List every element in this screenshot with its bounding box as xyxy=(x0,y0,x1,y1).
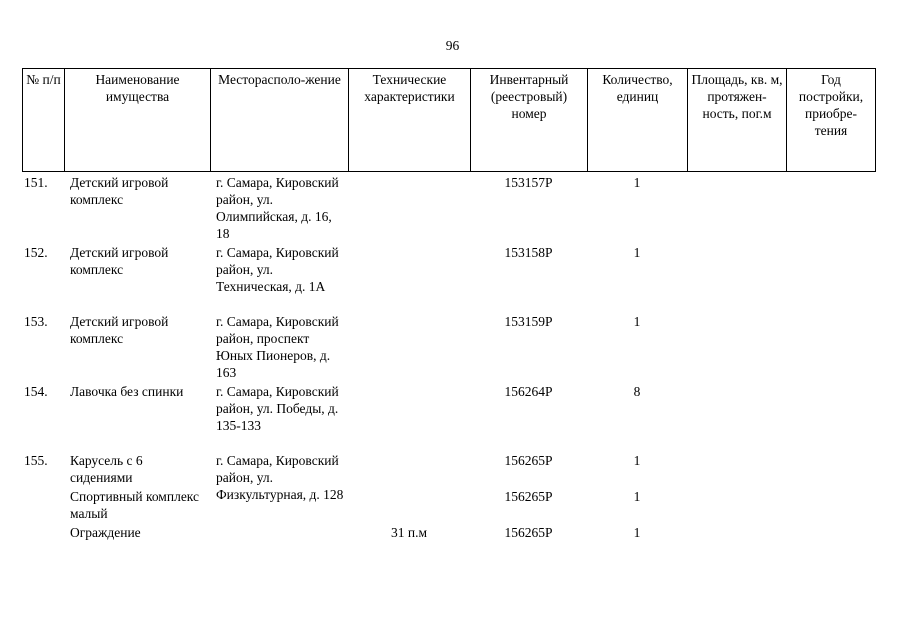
property-location: г. Самара, Кировский район, ул. Физкультурная, д. 128 xyxy=(216,453,344,502)
property-technical xyxy=(348,450,470,486)
property-area xyxy=(687,311,786,381)
table-header xyxy=(22,68,876,172)
row-number: 154. xyxy=(24,384,48,399)
table-row xyxy=(22,172,875,242)
property-name: Ограждение xyxy=(70,525,141,540)
column-header-location: Месторасполо-жение xyxy=(211,69,349,172)
property-name: Детский игровой комплекс xyxy=(70,175,169,207)
property-area xyxy=(687,242,786,311)
property-quantity: 1 xyxy=(633,175,641,190)
property-quantity: 1 xyxy=(633,489,641,504)
property-location: г. Самара, Кировский район, ул. Техническая, д. 1А xyxy=(216,245,339,294)
row-number: 155. xyxy=(24,453,48,468)
property-inventory-number: 156264Р xyxy=(504,384,553,399)
column-header-name: Наименование имущества xyxy=(65,69,211,172)
property-table xyxy=(22,172,875,542)
column-header-technical: Технические характеристики xyxy=(349,69,471,172)
table-row xyxy=(22,450,875,486)
property-technical xyxy=(348,172,470,242)
property-technical xyxy=(348,381,470,450)
column-header-year: Год постройки, приобре-тения xyxy=(787,69,876,172)
property-technical: 31 п.м xyxy=(390,525,428,540)
property-area xyxy=(687,450,786,542)
table-row xyxy=(22,311,875,381)
property-name: Детский игровой комплекс xyxy=(70,314,169,346)
property-technical xyxy=(348,242,470,311)
property-quantity: 1 xyxy=(633,453,641,468)
property-inventory-number: 156265Р xyxy=(504,489,553,504)
property-year xyxy=(786,172,875,242)
property-name: Спортивный комплекс малый xyxy=(70,489,200,521)
table-row xyxy=(22,381,875,450)
property-year xyxy=(786,381,875,450)
property-year xyxy=(786,450,875,542)
property-location: г. Самара, Кировский район, проспект Юных Пионеров, д. 163 xyxy=(216,314,339,380)
property-inventory-number: 153157Р xyxy=(504,175,553,190)
column-header-area: Площадь, кв. м, протяжен-ность, пог.м xyxy=(688,69,787,172)
property-quantity: 8 xyxy=(633,384,641,399)
column-header-quantity: Количество, единиц xyxy=(588,69,688,172)
property-inventory-number: 156265Р xyxy=(504,525,553,540)
property-location: г. Самара, Кировский район, ул. Победы, д. 135-133 xyxy=(216,384,339,433)
column-header-inventory: Инвентарный (реестровый) номер xyxy=(471,69,588,172)
property-quantity: 1 xyxy=(633,314,641,329)
table-row xyxy=(22,242,875,311)
property-area xyxy=(687,172,786,242)
page-number: 96 xyxy=(445,38,460,53)
property-location: г. Самара, Кировский район, ул. Олимпийская, д. 16, 18 xyxy=(216,175,339,241)
property-inventory-number: 153159Р xyxy=(504,314,553,329)
column-header-number: № п/п xyxy=(23,69,65,172)
row-number: 152. xyxy=(24,245,48,260)
property-year xyxy=(786,242,875,311)
property-quantity: 1 xyxy=(633,245,641,260)
row-number: 153. xyxy=(24,314,48,329)
property-technical xyxy=(348,311,470,381)
property-technical xyxy=(348,486,470,522)
property-name: Карусель с 6 сидениями xyxy=(70,453,143,485)
property-area xyxy=(687,381,786,450)
property-name: Детский игровой комплекс xyxy=(70,245,169,277)
property-inventory-number: 153158Р xyxy=(504,245,553,260)
property-quantity: 1 xyxy=(633,525,641,540)
property-year xyxy=(786,311,875,381)
property-name: Лавочка без спинки xyxy=(70,384,184,399)
row-number: 151. xyxy=(24,175,48,190)
property-inventory-number: 156265Р xyxy=(504,453,553,468)
